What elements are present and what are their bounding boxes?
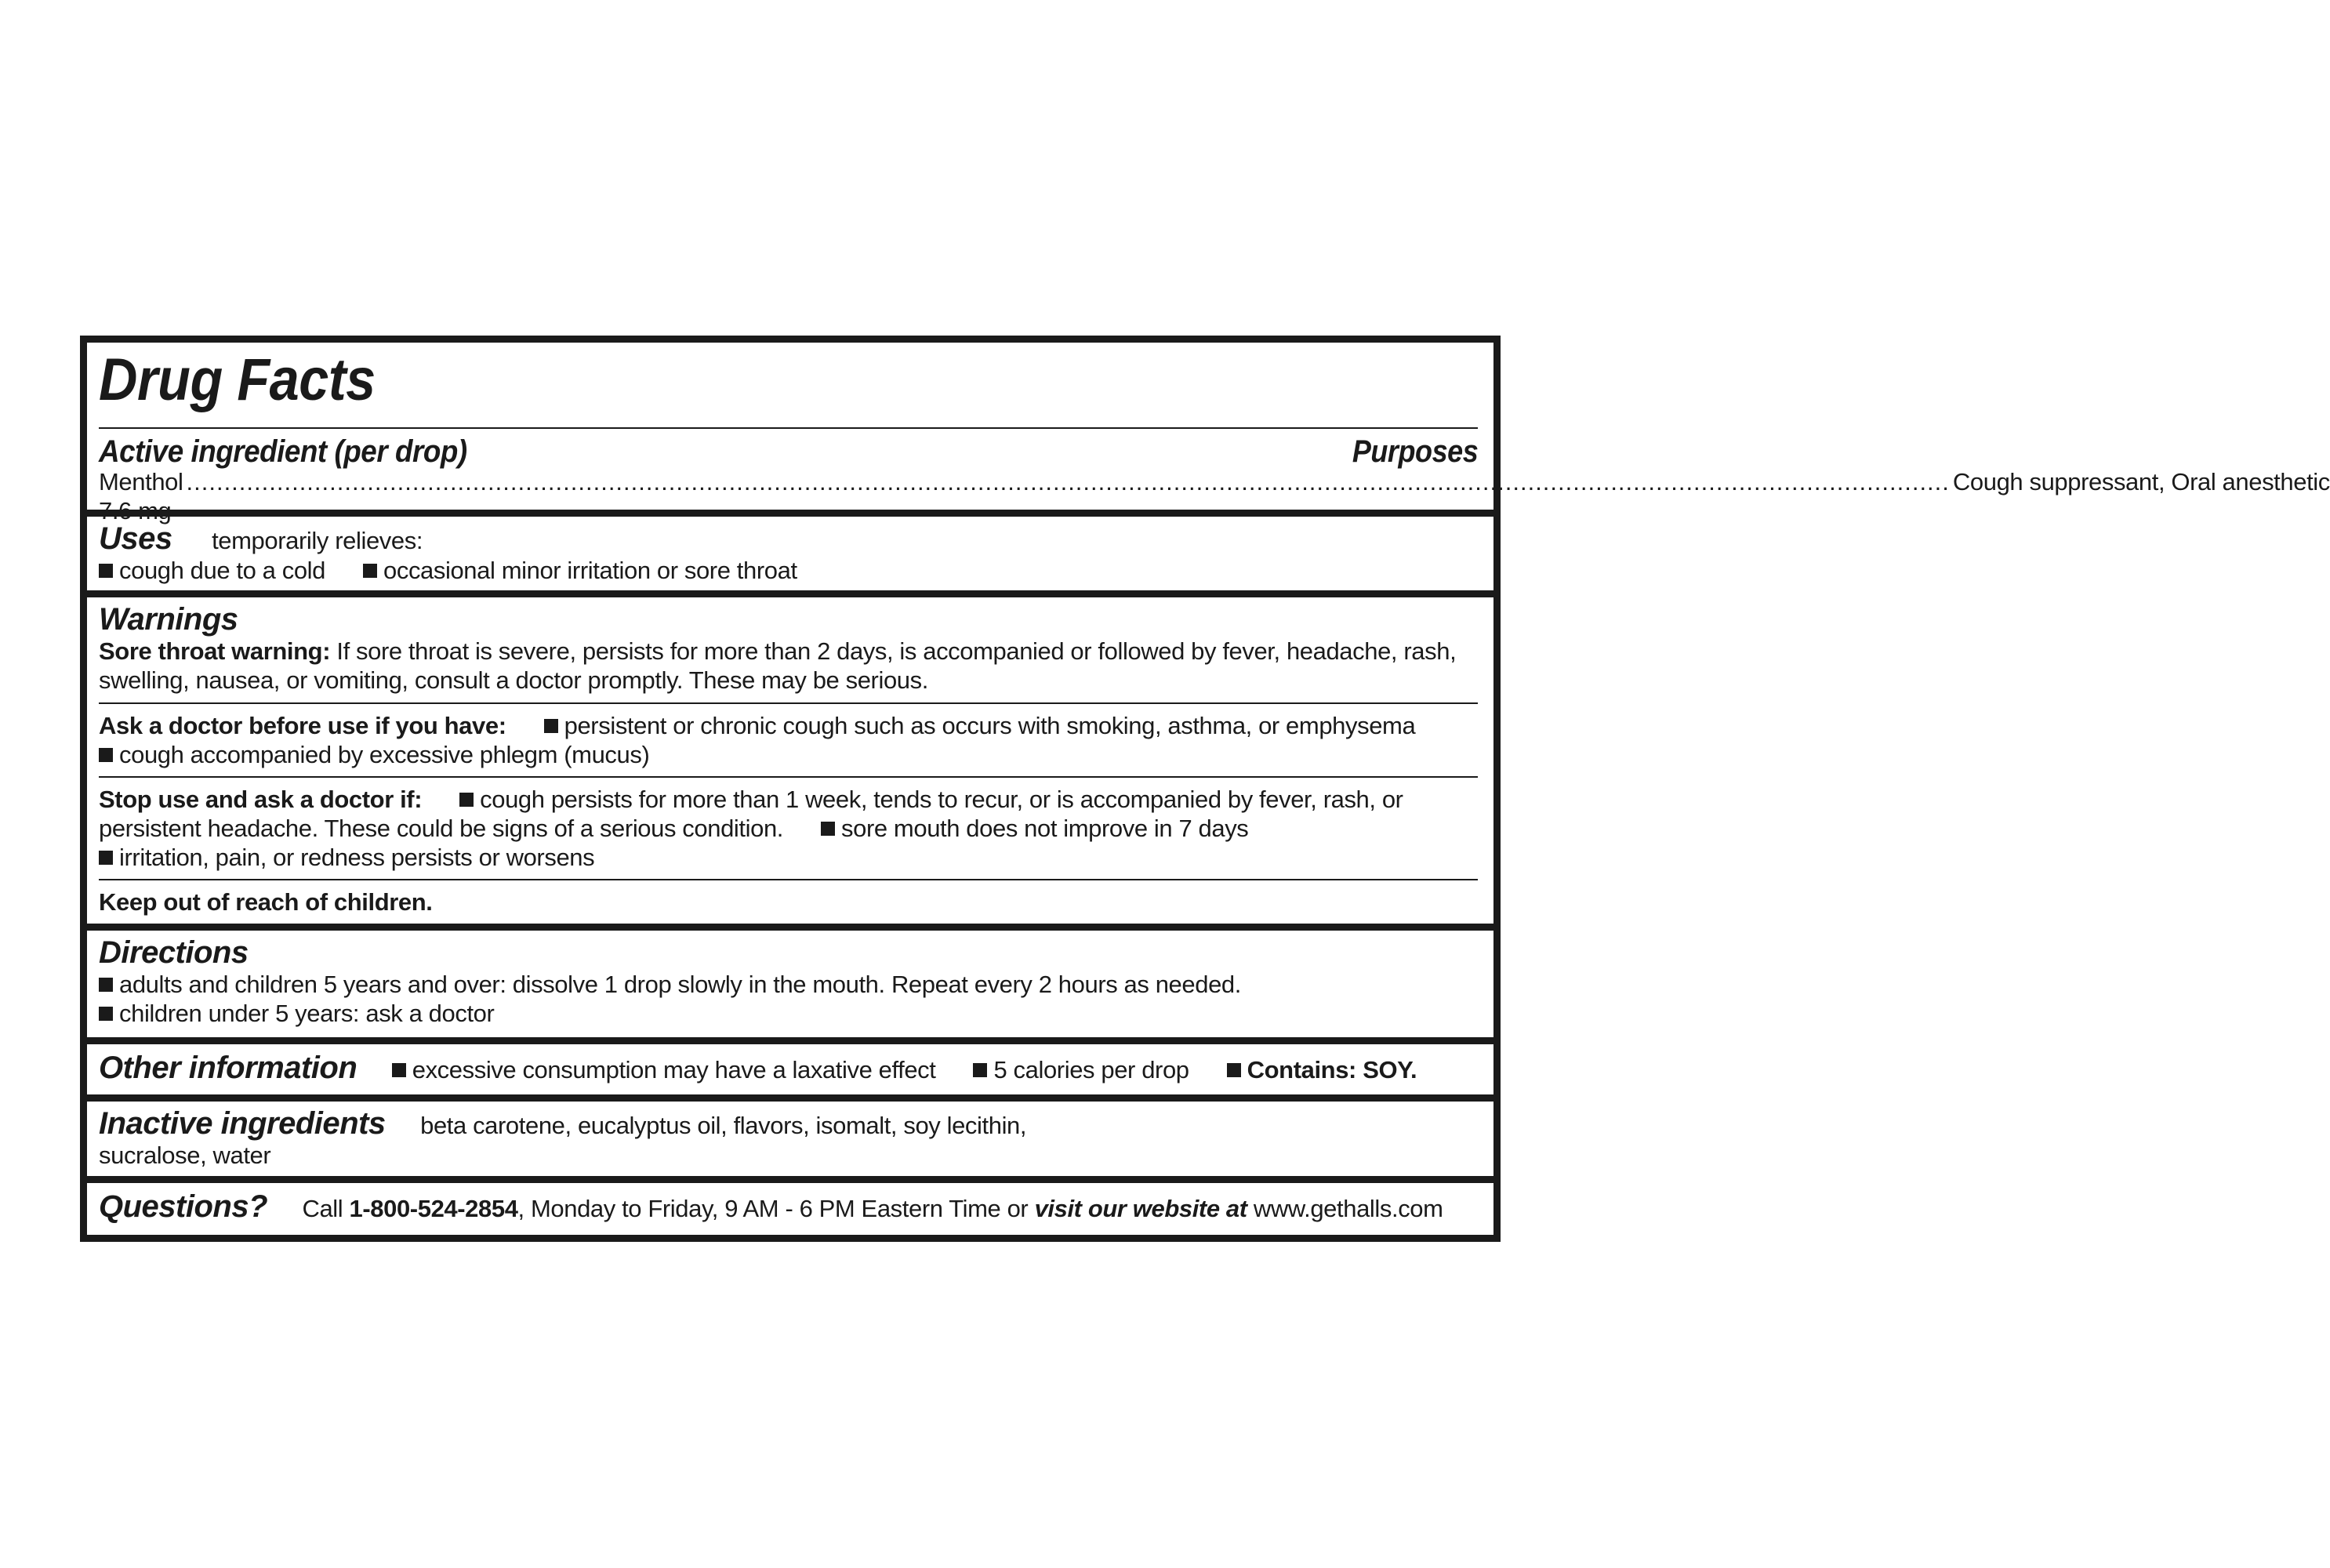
drug-facts-title: Drug Facts [99, 347, 376, 413]
title-divider [99, 427, 1478, 429]
directions-item: adults and children 5 years and over: dissolve 1 drop slowly in the mouth. Repeat every 2 hours as needed. [119, 971, 1241, 998]
bullet-icon [459, 793, 474, 807]
bullet-icon [363, 564, 377, 578]
bullet-icon [99, 748, 113, 762]
website-link[interactable]: www.gethalls.com [1253, 1195, 1443, 1222]
warnings-divider [99, 702, 1478, 704]
active-ingredient-purpose: Cough suppressant, Oral anesthetic [1952, 468, 2330, 495]
stop-use-section [87, 785, 1493, 872]
questions-visit: visit our website at [1034, 1195, 1247, 1222]
section-divider [87, 510, 1493, 517]
ask-doctor-item: cough accompanied by excessive phlegm (mucus) [119, 741, 650, 768]
bullet-icon [99, 851, 113, 865]
ask-doctor-item: persistent or chronic cough such as occurs with smoking, asthma, or emphysema [564, 712, 1416, 739]
ask-doctor-label: Ask a doctor before use if you have: [99, 712, 506, 739]
dot-leader: .......................................................................................................................................................................................................................................... [186, 468, 1950, 495]
other-info-heading: Other information [99, 1051, 357, 1085]
section-divider [87, 1037, 1493, 1044]
purposes-heading: Purposes [1352, 434, 1478, 469]
questions-heading: Questions? [99, 1189, 268, 1224]
other-info-item: excessive consumption may have a laxative effect [412, 1056, 936, 1083]
section-divider [87, 924, 1493, 931]
other-info-item: 5 calories per drop [993, 1056, 1189, 1083]
other-info-item: Contains: SOY. [1247, 1056, 1417, 1083]
bullet-icon [544, 719, 558, 733]
directions-section [87, 935, 1493, 1028]
inactive-ingredients-heading: Inactive ingredients [99, 1106, 386, 1141]
bullet-icon [99, 978, 113, 992]
inactive-ingredients-text: sucralose, water [99, 1142, 271, 1169]
bullet-icon [99, 564, 113, 578]
sore-throat-label: Sore throat warning: [99, 637, 331, 665]
stop-use-item: sore mouth does not improve in 7 days [841, 815, 1249, 842]
other-info-section [87, 1051, 1493, 1085]
ask-doctor-section [87, 711, 1493, 769]
active-ingredient-name: Menthol [99, 468, 183, 495]
questions-hours: , Monday to Friday, 9 AM - 6 PM Eastern Time or [517, 1195, 1029, 1222]
stop-use-item: cough persists for more than 1 week, tends to recur, or is accompanied by fever, rash, or [480, 786, 1403, 813]
section-divider [87, 1176, 1493, 1183]
uses-item: cough due to a cold [119, 557, 325, 584]
stop-use-item: irritation, pain, or redness persists or worsens [119, 844, 595, 871]
warnings-heading: Warnings [99, 602, 238, 637]
keep-out-section [87, 887, 1493, 916]
active-ingredient-heading: Active ingredient (per drop) [99, 434, 467, 469]
warnings-section [87, 602, 1493, 695]
uses-heading: Uses [99, 521, 172, 556]
sore-throat-text: If sore throat is severe, persists for more than 2 days, is accompanied or followed by fever, headache, rash, [336, 637, 1457, 665]
bullet-icon [99, 1007, 113, 1021]
phone-number: 1-800-524-2854 [349, 1195, 518, 1222]
section-divider [87, 1094, 1493, 1102]
section-divider [87, 590, 1493, 597]
stop-use-item: persistent headache. These could be signs of a serious condition. [99, 815, 784, 842]
bullet-icon [821, 822, 835, 836]
uses-item: occasional minor irritation or sore throat [383, 557, 797, 584]
stop-use-label: Stop use and ask a doctor if: [99, 786, 423, 813]
uses-section [87, 521, 1493, 585]
warnings-divider [99, 879, 1478, 880]
keep-out-text: Keep out of reach of children. [99, 888, 433, 916]
inactive-ingredients-text: beta carotene, eucalyptus oil, flavors, isomalt, soy lecithin, [420, 1112, 1027, 1139]
bullet-icon [392, 1063, 406, 1077]
bullet-icon [1227, 1063, 1241, 1077]
sore-throat-text: swelling, nausea, or vomiting, consult a doctor promptly. These may be serious. [99, 666, 928, 694]
questions-call: Call [302, 1195, 343, 1222]
directions-heading: Directions [99, 935, 249, 970]
warnings-divider [99, 776, 1478, 778]
bullet-icon [973, 1063, 987, 1077]
questions-section [87, 1189, 1493, 1224]
directions-item: children under 5 years: ask a doctor [119, 1000, 495, 1027]
uses-intro: temporarily relieves: [212, 527, 423, 554]
inactive-ingredients-section [87, 1106, 1493, 1170]
drug-facts-panel [80, 336, 2330, 1242]
